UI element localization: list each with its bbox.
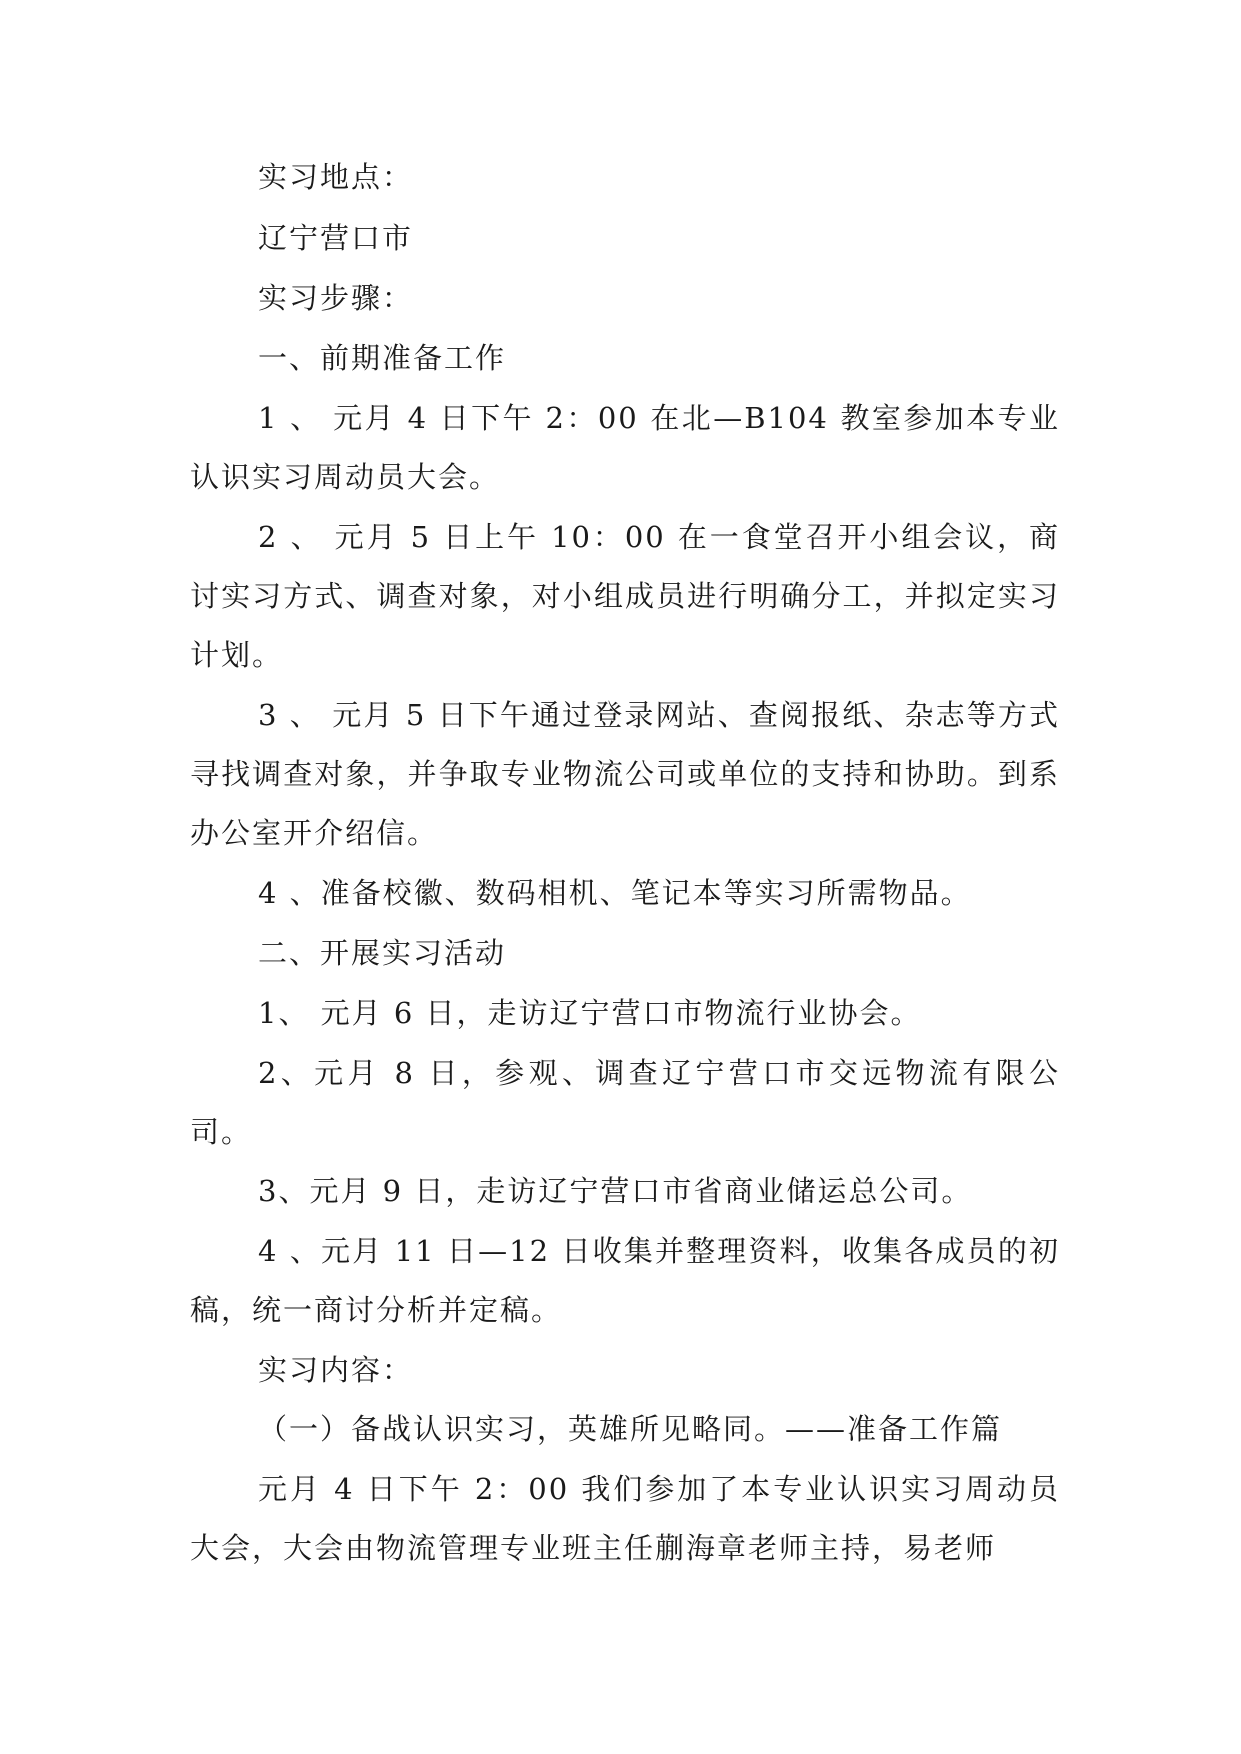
paragraph-step-4: 4 、准备校徽、数码相机、笔记本等实习所需物品。 <box>258 876 972 910</box>
paragraph-activity-1: 1、 元月 6 日，走访辽宁营口市物流行业协会。 <box>258 996 922 1030</box>
paragraph-content-body: 元月 4 日下午 2：00 我们参加了本专业认识实习周动员大会，大会由物流管理专业班主任蒯海章老师主持，易老师 <box>190 1472 1060 1565</box>
paragraph-content-heading: 实习内容： <box>258 1353 414 1387</box>
paragraph-step-2: 2 、 元月 5 日上午 10：00 在一食堂召开小组会议，商讨实习方式、调查对象，对小组成员进行明确分工，并拟定实习计划。 <box>190 520 1060 672</box>
paragraph-activity-3: 3、元月 9 日，走访辽宁营口市省商业储运总公司。 <box>258 1174 973 1208</box>
paragraph-section-one: 一、前期准备工作 <box>258 341 507 375</box>
paragraph-section-two: 二、开展实习活动 <box>258 936 507 970</box>
paragraph-activity-2: 2、元月 8 日，参观、调查辽宁营口市交远物流有限公司。 <box>190 1056 1060 1149</box>
paragraph-location: 辽宁营口市 <box>258 221 414 255</box>
paragraph-steps-heading: 实习步骤： <box>258 281 414 315</box>
paragraph-location-heading: 实习地点： <box>258 160 414 194</box>
paragraph-activity-4: 4 、元月 11 日—12 日收集并整理资料，收集各成员的初稿，统一商讨分析并定稿。 <box>190 1234 1060 1327</box>
paragraph-content-section-one: （一）备战认识实习，英雄所见略同。——准备工作篇 <box>258 1412 1003 1446</box>
paragraph-step-3: 3 、 元月 5 日下午通过登录网站、查阅报纸、杂志等方式寻找调查对象，并争取专业物流公司或单位的支持和协助。到系办公室开介绍信。 <box>190 698 1060 850</box>
paragraph-step-1: 1 、 元月 4 日下午 2：00 在北—B104 教室参加本专业认识实习周动员大会。 <box>190 401 1060 494</box>
